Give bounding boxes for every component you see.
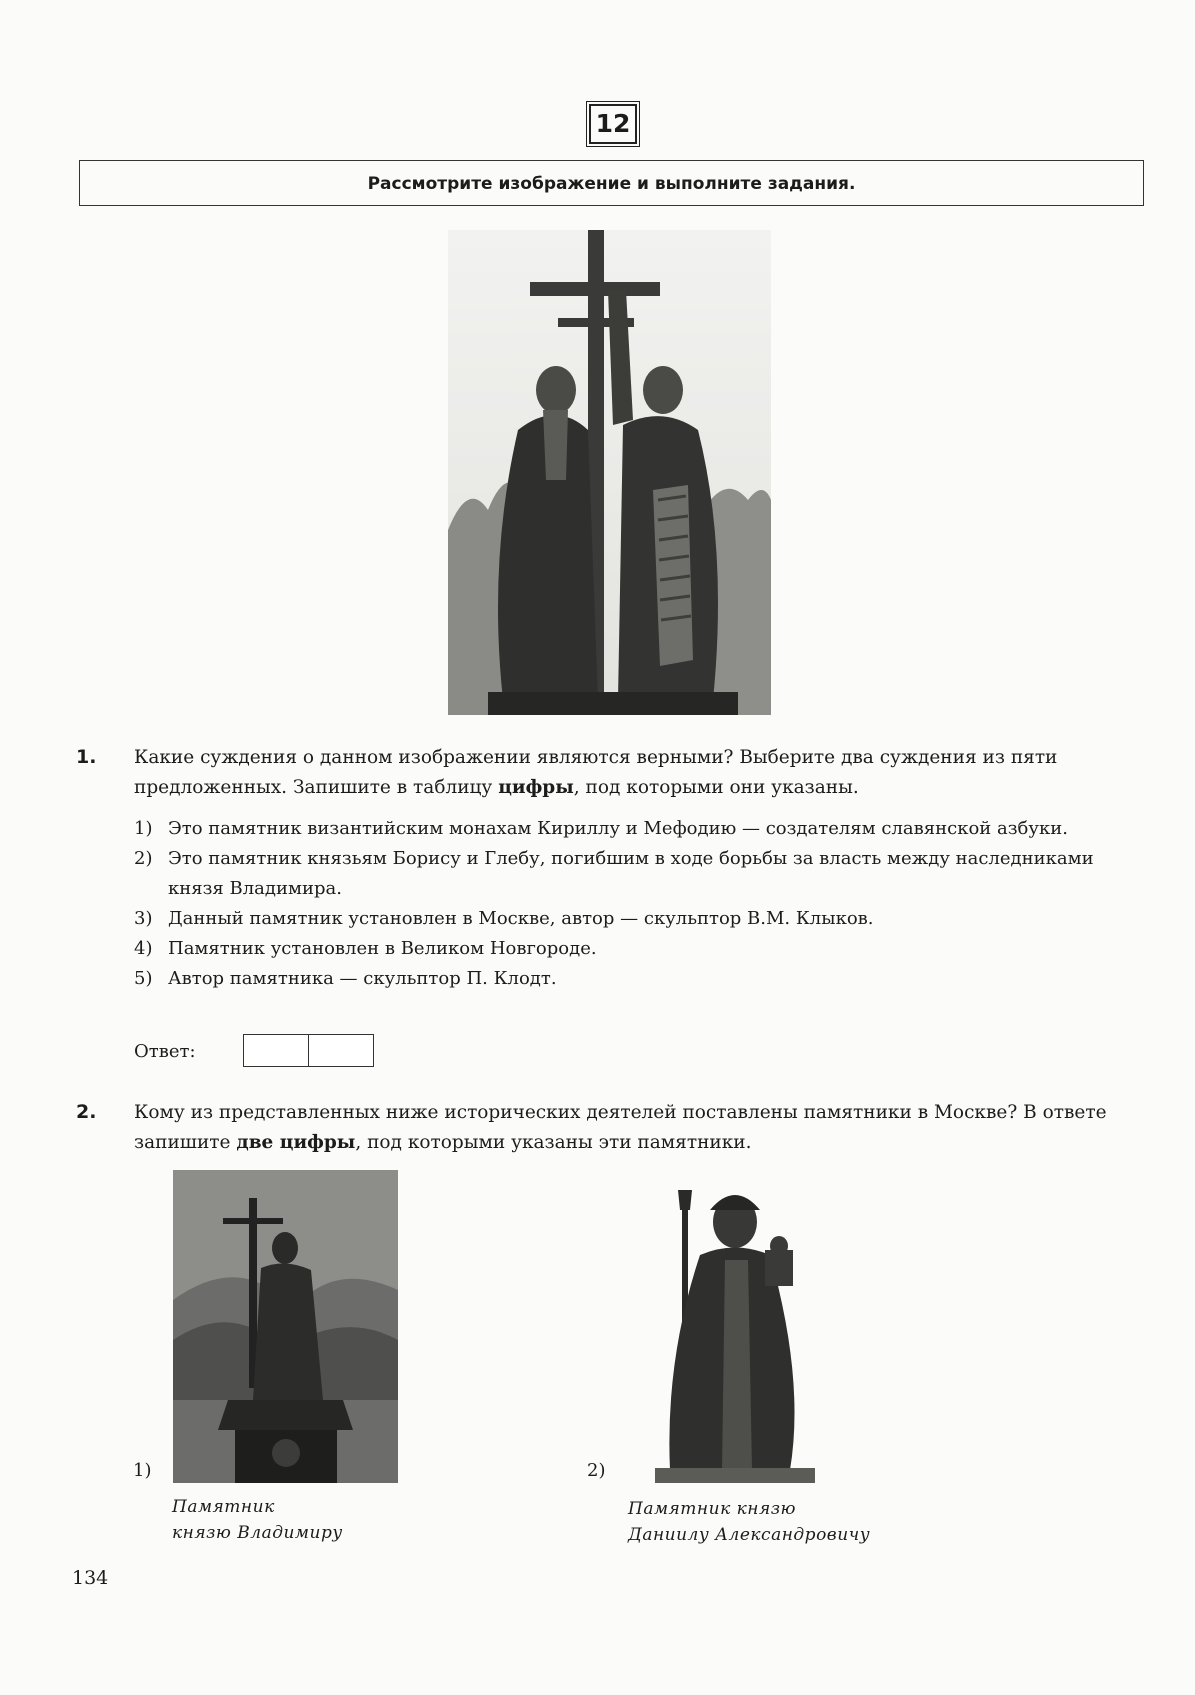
answer-cell-1[interactable] bbox=[243, 1034, 309, 1067]
option-item bbox=[134, 904, 1144, 934]
task-number: 12 bbox=[589, 104, 637, 144]
option-text: Автор памятника — скульптор П. Клодт. bbox=[168, 968, 557, 989]
question1-text-bold: цифры bbox=[498, 777, 574, 798]
question1-number: 1. bbox=[76, 746, 97, 768]
option-text: Данный памятник установлен в Москве, автор — скульптор В.М. Клыков. bbox=[168, 908, 874, 929]
question2-text-bold: две цифры bbox=[236, 1132, 356, 1153]
figure-2-caption-line2: Даниилу Александровичу bbox=[628, 1525, 871, 1545]
answer-table bbox=[243, 1034, 378, 1068]
daniil-monument-photo bbox=[630, 1180, 830, 1483]
question1-text-before: Какие суждения о данном изображении являются верными? Выберите два суждения из пяти предложенных. Запишите в таблицу bbox=[134, 747, 1058, 798]
figure-2-caption-line1: Памятник князю bbox=[628, 1499, 796, 1519]
figure-1-number: 1) bbox=[133, 1460, 152, 1481]
answer-label: Ответ: bbox=[134, 1041, 196, 1062]
question2-text-before: Кому из представленных ниже исторических деятелей поставлены памятники в Москве? В ответе запишите bbox=[134, 1102, 1107, 1153]
instruction-box: Рассмотрите изображение и выполните задания. bbox=[79, 160, 1144, 206]
option-number: 3) bbox=[134, 908, 153, 929]
question1-options bbox=[134, 814, 1144, 994]
answer-cell-2[interactable] bbox=[308, 1034, 374, 1067]
option-item bbox=[134, 964, 1144, 994]
question2-text bbox=[134, 1098, 1144, 1158]
figure-2-number: 2) bbox=[587, 1460, 606, 1481]
question1-text-after: , под которыми они указаны. bbox=[573, 777, 859, 798]
question1-text bbox=[134, 743, 1144, 803]
option-item bbox=[134, 814, 1144, 844]
question2-number: 2. bbox=[76, 1101, 97, 1123]
page-number: 134 bbox=[72, 1567, 109, 1589]
figure-1-caption-line1: Памятник bbox=[172, 1497, 275, 1517]
figure-1-caption bbox=[172, 1494, 343, 1546]
option-text: Памятник установлен в Великом Новгороде. bbox=[168, 938, 597, 959]
figure-2-caption bbox=[628, 1496, 870, 1548]
option-number: 4) bbox=[134, 938, 153, 959]
option-number: 2) bbox=[134, 848, 153, 869]
figure-1-caption-line2: князю Владимиру bbox=[172, 1523, 343, 1543]
question2-text-after: , под которыми указаны эти памятники. bbox=[355, 1132, 752, 1153]
option-number: 5) bbox=[134, 968, 153, 989]
main-monument-photo bbox=[448, 230, 771, 715]
option-item bbox=[134, 934, 1144, 964]
vladimir-monument-photo bbox=[173, 1170, 398, 1483]
option-text: Это памятник князьям Борису и Глебу, погибшим в ходе борьбы за власть между наследниками князя Владимира. bbox=[168, 848, 1094, 899]
option-item bbox=[134, 844, 1144, 904]
option-text: Это памятник византийским монахам Кириллу и Мефодию — создателям славянской азбуки. bbox=[168, 818, 1068, 839]
option-number: 1) bbox=[134, 818, 153, 839]
